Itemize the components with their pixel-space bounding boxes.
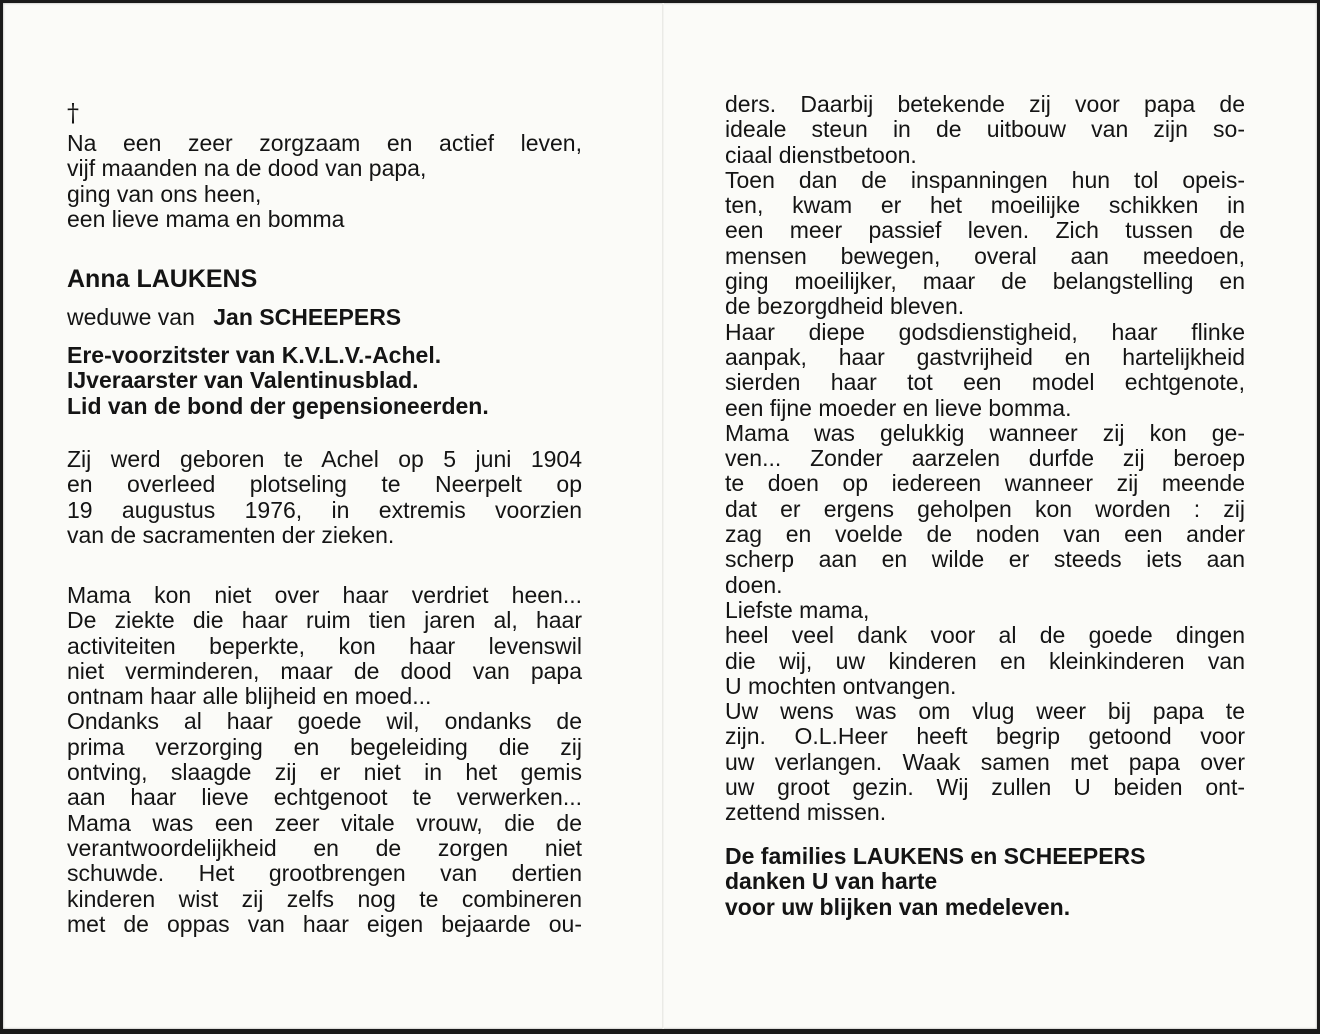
story-line: De ziekte die haar ruim tien jaren al, haar <box>67 607 582 634</box>
story-line: verantwoordelijkheid en de zorgen niet <box>67 834 582 861</box>
story-line: doen. <box>725 571 783 598</box>
story-line: ideale steun in de uitbouw van zijn so- <box>725 116 1245 143</box>
story-line: prima verzorging en begeleiding die zij <box>67 733 582 760</box>
birth-line: van de sacramenten der zieken. <box>67 521 395 548</box>
story-line: Mama was gelukkig wanneer zij kon ge- <box>725 419 1245 446</box>
titles <box>67 343 567 419</box>
cross-icon: † <box>67 99 79 127</box>
spouse-name: Jan SCHEEPERS <box>213 304 402 330</box>
story-line: met de oppas van haar eigen bejaarde ou- <box>67 910 582 937</box>
birth-line: 19 augustus 1976, in extremis voorzien <box>67 496 582 523</box>
story-line: ders. Daarbij betekende zij voor papa de <box>725 91 1245 117</box>
closing-line: danken U van harte <box>725 868 938 895</box>
story-line: zettend missen. <box>725 799 887 826</box>
widow-line <box>67 305 401 330</box>
story-line: ontving, slaagde zij er niet in het gemis <box>67 759 582 786</box>
story-line: een fijne moeder en lieve bomma. <box>725 394 1072 421</box>
story-line: ging moeilijker, maar de belangstelling en <box>725 268 1245 295</box>
story-line: mensen bewegen, overal aan meedoen, <box>725 242 1245 269</box>
story-line: Uw wens was om vlug weer bij papa te <box>725 698 1245 725</box>
story-line: scherp aan en wilde er steeds iets aan <box>725 546 1245 573</box>
birth-line: Zij werd geboren te Achel op 5 juni 1904 <box>67 446 582 472</box>
story-line: een meer passief leven. Zich tussen de <box>725 217 1245 244</box>
story-text-right <box>725 92 1245 826</box>
story-line: aanpak, haar gastvrijheid en hartelijkheid <box>725 343 1245 370</box>
story-text-left <box>67 583 582 937</box>
story-line: schuwde. Het grootbrengen van dertien <box>67 860 582 887</box>
story-line: ven... Zonder aarzelen durfde zij beroep <box>725 445 1245 472</box>
birth-death-text <box>67 447 582 548</box>
title-line: Lid van de bond der gepensioneerden. <box>67 392 489 419</box>
card-fold <box>662 3 664 1029</box>
intro-text <box>67 131 582 232</box>
story-line: uw verlangen. Waak samen met papa over <box>725 748 1245 775</box>
closing-thanks <box>725 844 1245 920</box>
story-line: Haar diepe godsdienstigheid, haar flinke <box>725 318 1245 345</box>
intro-line: Na een zeer zorgzaam en actief leven, <box>67 130 582 156</box>
story-line: kinderen wist zij zelfs nog te combineren <box>67 885 582 912</box>
closing-line: De families LAUKENS en SCHEEPERS <box>725 843 1146 869</box>
story-line: sierden haar tot een model echtgenote, <box>725 369 1245 396</box>
story-line: ten, kwam er het moeilijke schikken in <box>725 192 1245 219</box>
closing-line: voor uw blijken van medeleven. <box>725 893 1071 920</box>
story-line: Mama kon niet over haar verdriet heen... <box>67 582 582 608</box>
story-line: Ondanks al haar goede wil, ondanks de <box>67 708 582 735</box>
deceased-name: Anna LAUKENS <box>67 265 258 293</box>
story-line: ontnam haar alle blijheid en moed... <box>67 683 432 710</box>
story-line: zag en voelde de noden van een ander <box>725 521 1245 548</box>
story-line: te doen op iedereen wanneer zij meende <box>725 470 1245 497</box>
intro-line: ging van ons heen, <box>67 180 262 207</box>
story-line: heel veel dank voor al de goede dingen <box>725 622 1245 649</box>
story-line: de bezorgdheid bleven. <box>725 293 965 320</box>
story-line: aan haar lieve echtgenoot te verwerken... <box>67 784 582 811</box>
story-line: activiteiten beperkte, kon haar levenswil <box>67 632 582 659</box>
birth-line: en overleed plotseling te Neerpelt op <box>67 471 582 498</box>
story-line: Toen dan de inspanningen hun tol opeis- <box>725 166 1245 193</box>
memorial-card <box>3 3 1317 1029</box>
story-line: ciaal dienstbetoon. <box>725 141 917 168</box>
widow-prefix: weduwe van <box>67 304 195 330</box>
story-line: Liefste mama, <box>725 596 870 623</box>
intro-line: vijf maanden na de dood van papa, <box>67 155 427 182</box>
story-line: niet verminderen, maar de dood van papa <box>67 657 582 684</box>
story-line: die wij, uw kinderen en kleinkinderen van <box>725 647 1245 674</box>
intro-line: een lieve mama en bomma <box>67 205 345 232</box>
story-line: Mama was een zeer vitale vrouw, die de <box>67 809 582 836</box>
story-line: dat er ergens geholpen kon worden : zij <box>725 495 1245 522</box>
title-line: Ere-voorzitster van K.V.L.V.-Achel. <box>67 342 442 368</box>
story-line: zijn. O.L.Heer heeft begrip getoond voor <box>725 723 1245 750</box>
title-line: IJveraarster van Valentinusblad. <box>67 367 419 394</box>
story-line: uw groot gezin. Wij zullen U beiden ont- <box>725 774 1245 801</box>
story-line: U mochten ontvangen. <box>725 672 957 699</box>
